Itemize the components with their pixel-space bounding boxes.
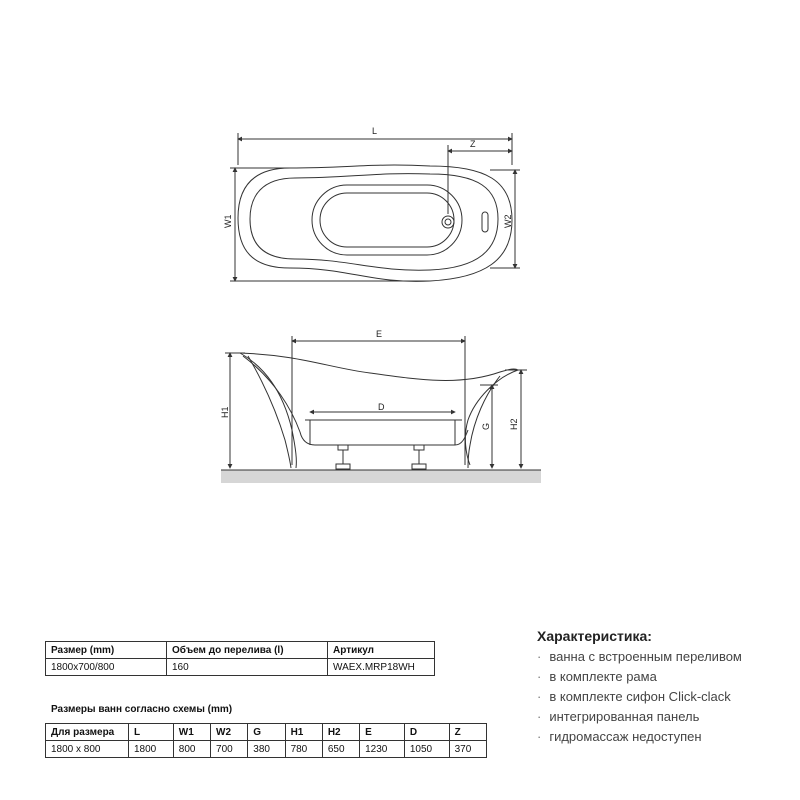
tub-basin-inner (320, 193, 454, 247)
cell-h2: 650 (322, 741, 359, 758)
header-d: D (404, 724, 449, 741)
header-l: L (129, 724, 174, 741)
cell-g: 380 (248, 741, 285, 758)
header-h1: H1 (285, 724, 322, 741)
table-row (46, 741, 487, 758)
dim-label-z: Z (470, 139, 476, 149)
top-view (230, 133, 520, 281)
features-list (537, 647, 787, 747)
cell-h1: 780 (285, 741, 322, 758)
cell-for-size: 1800 x 800 (46, 741, 129, 758)
header-for-size: Для размера (46, 724, 129, 741)
cell-volume: 160 (167, 659, 328, 676)
header-volume: Объем до перелива (l) (167, 642, 328, 659)
cell-d: 1050 (404, 741, 449, 758)
dim-label-g: G (481, 422, 491, 430)
header-g: G (248, 724, 285, 741)
floor (221, 470, 541, 483)
overflow-icon (482, 212, 488, 232)
dim-label-h1: H1 (220, 406, 230, 418)
dims-table-title: Размеры ванн согласно схемы (mm) (51, 704, 233, 715)
header-size: Размер (mm) (46, 642, 167, 659)
list-item: · гидромассаж недоступен (537, 727, 787, 747)
header-h2: H2 (322, 724, 359, 741)
dims-table (45, 723, 487, 758)
list-item: · интегрированная панель (537, 707, 787, 727)
header-e: E (360, 724, 405, 741)
features-panel (537, 628, 787, 747)
leg-left (336, 445, 350, 469)
dim-label-l: L (372, 126, 378, 136)
list-item: · в комплекте рама (537, 667, 787, 687)
cell-l: 1800 (129, 741, 174, 758)
list-item: · в комплекте сифон Click-clack (537, 687, 787, 707)
drain-icon (442, 216, 454, 228)
cell-z: 370 (449, 741, 486, 758)
cell-article: WAEX.MRP18WH (328, 659, 435, 676)
product-table-header (46, 642, 435, 659)
dim-label-e: E (376, 329, 383, 339)
header-w1: W1 (173, 724, 210, 741)
tub-outer-outline (238, 165, 512, 281)
dim-label-w1: W1 (223, 214, 233, 228)
tub-side-basin (243, 356, 468, 445)
header-z: Z (449, 724, 486, 741)
product-table (45, 641, 435, 676)
dims-table-header (46, 724, 487, 741)
dim-label-w2: W2 (503, 214, 513, 228)
cell-w1: 800 (173, 741, 210, 758)
tub-inner-outline (250, 174, 498, 271)
dim-label-h2: H2 (509, 418, 519, 430)
header-w2: W2 (211, 724, 248, 741)
features-title: Характеристика: (537, 628, 652, 644)
cell-w2: 700 (211, 741, 248, 758)
header-article: Артикул (328, 642, 435, 659)
dim-label-d: D (378, 402, 385, 412)
table-row (46, 659, 435, 676)
cell-size: 1800x700/800 (46, 659, 167, 676)
leg-right (412, 445, 426, 469)
cell-e: 1230 (360, 741, 405, 758)
list-item: · ванна с встроенным переливом (537, 647, 787, 667)
